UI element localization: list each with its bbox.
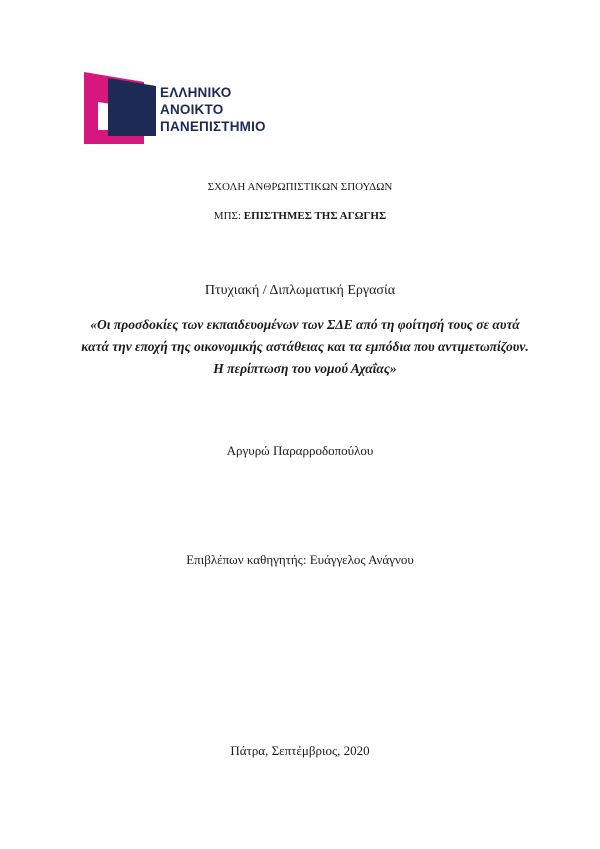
university-logo [84,70,284,146]
thesis-title: «Οι προσδοκίες των εκπαιδευομένων των ΣΔΕ από τη φοίτησή τους σε αυτά κατά την εποχή της οικονομικής αστάθειας και τα εμπόδια που αντιμετωπίζουν. Η περίπτωση του νομού Αχαΐας» [81,317,529,376]
program-name: ΕΠΙΣΤΗΜΕΣ ΤΗΣ ΑΓΩΓΗΣ [243,210,387,222]
eap-logo-icon [84,72,156,144]
school-name: ΣΧΟΛΗ ΑΝΘΡΩΠΙΣΤΙΚΩΝ ΣΠΟΥΔΩΝ [207,181,393,193]
university-name-line-1: ΕΛΛΗΝΙΚΟ [160,85,232,100]
program-prefix: ΜΠΣ: [213,210,244,222]
place-date: Πάτρα, Σεπτέμβριος, 2020 [230,743,370,758]
supervisor: Επιβλέπων καθηγητής: Ευάγγελος Ανάγνου [186,552,414,567]
university-name-line-3: ΠΑΝΕΠΙΣΤΗΜΙΟ [160,119,266,134]
author-name: Αργυρώ Παραρροδοπούλου [226,443,374,458]
thesis-type: Πτυχιακή / Διπλωματική Εργασία [204,283,396,298]
university-name-line-2: ΑΝΟΙΚΤΟ [160,102,224,117]
university-name [160,84,266,135]
program-line [0,210,600,222]
